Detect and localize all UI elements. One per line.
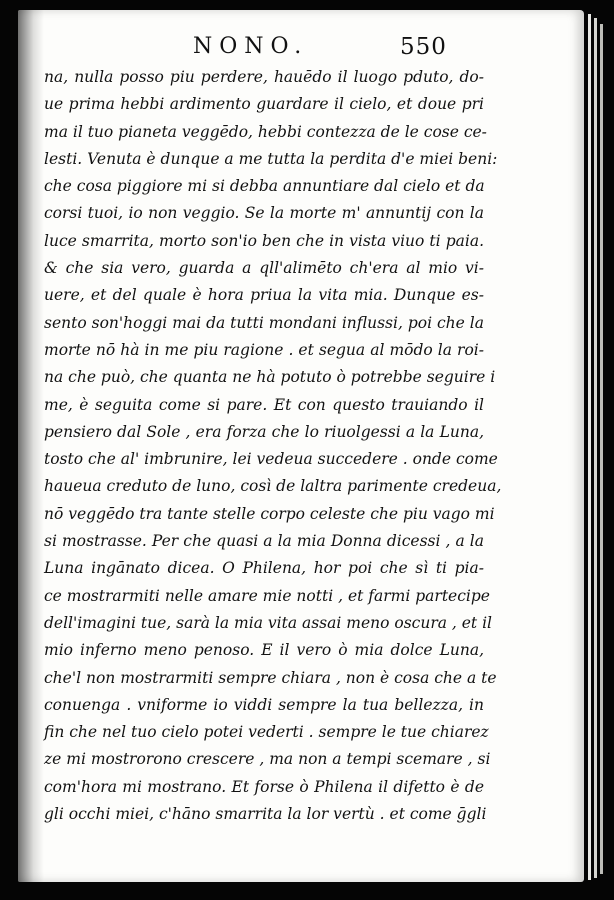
text-line: che cosa piggiore mi si debba annuntiare dal cielo et da xyxy=(44,177,485,196)
text-line: si mostrasse. Per che quasi a la mia Donna dicessi , a la xyxy=(44,532,484,551)
text-line: haueua creduto de luno, così de laltra parimente credeua, xyxy=(44,477,502,496)
text-line: ue prima hebbi ardimento guardare il cielo, et doue pri xyxy=(44,95,484,114)
text-line: Luna ingānato dicea. O Philena, hor poi che sì ti pia- xyxy=(44,559,484,578)
book-page xyxy=(18,10,584,882)
text-line: mio inferno meno penoso. E il vero ò mia dolce Luna, xyxy=(44,641,484,660)
text-line: tosto che al' imbrunire, lei vedeua succedere . onde come xyxy=(44,450,498,469)
text-line: na, nulla posso piu perdere, hauēdo il luogo pduto, do- xyxy=(44,68,484,86)
text-line: pensiero dal Sole , era forza che lo riuolgessi a la Luna, xyxy=(44,422,484,441)
text-line: che'l non mostrarmiti sempre chiara , non è cosa che a te xyxy=(44,668,497,687)
text-line: nō veggēdo tra tante stelle corpo celeste che piu vago mi xyxy=(44,504,495,523)
text-line: morte nō hà in me piu ragione . et segua al mōdo la roi- xyxy=(44,340,484,359)
text-line: conuenga . vniforme io viddi sempre la tua bellezza, in xyxy=(44,695,484,714)
text-line: ce mostrarmiti nelle amare mie notti , et farmi partecipe xyxy=(44,586,490,605)
text-line: com'hora mi mostrano. Et forse ò Philena il difetto è de xyxy=(44,777,484,796)
page-edge xyxy=(600,24,603,874)
text-line: na che può, che quanta ne hà potuto ò potrebbe seguire i xyxy=(44,368,496,387)
text-line: sento son'hoggi mai da tutti mondani influssi, poi che la xyxy=(44,313,484,332)
text-line: corsi tuoi, io non veggio. Se la morte m' annuntij con la xyxy=(44,204,484,223)
text-line: dell'imagini tue, sarà la mia vita assai meno oscura , et il xyxy=(44,613,492,632)
text-line: me, è seguita come si pare. Et con questo trauiando il xyxy=(44,395,484,414)
text-line: lesti. Venuta è dunque a me tutta la perdita d'e miei beni: xyxy=(44,149,498,168)
gutter-shadow xyxy=(18,10,44,882)
text-line: & che sia vero, guarda a qll'alimēto ch'era al mio vi- xyxy=(44,259,484,278)
page-edge xyxy=(594,18,597,878)
page-edge xyxy=(588,14,591,880)
text-line: fin che nel tuo cielo potei vederti . sempre le tue chiarez xyxy=(44,723,489,742)
running-head: NONO. xyxy=(193,34,309,59)
text-line: luce smarrita, morto son'io ben che in vista viuo ti paia. xyxy=(44,231,484,250)
text-line: ma il tuo pianeta veggēdo, hebbi contezza de le cose ce- xyxy=(44,122,487,141)
body-text xyxy=(44,64,502,828)
page-number: 550 xyxy=(400,34,447,60)
text-line: gli occhi miei, c'hāno smarrita la lor vertù . et come ḡgli xyxy=(44,805,487,824)
text-line: ze mi mostrorono crescere , ma non a tempi scemare , si xyxy=(44,750,491,769)
text-line: uere, et del quale è hora priua la vita mia. Dunque es- xyxy=(44,286,484,305)
